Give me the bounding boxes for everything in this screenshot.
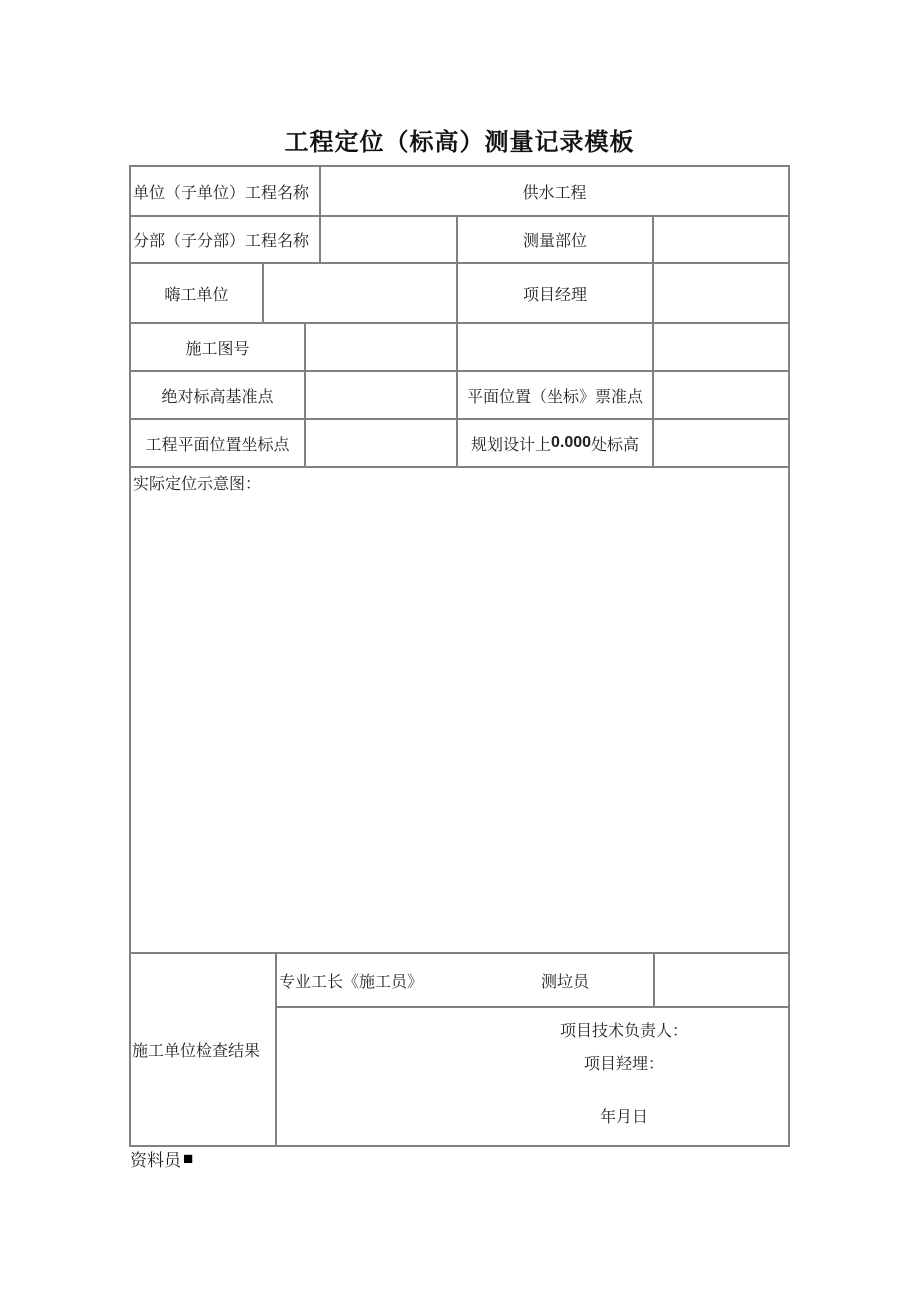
drawing-number-extra-cell[interactable] xyxy=(458,324,654,370)
design-elevation-value[interactable] xyxy=(654,420,788,466)
record-table xyxy=(129,165,790,1147)
drawing-number-extra-cell2[interactable] xyxy=(654,324,788,370)
document-title: 工程定位（标高）测量记录模板 xyxy=(284,129,635,156)
clerk-note xyxy=(130,1146,193,1171)
table-row xyxy=(131,420,788,468)
check-result-body xyxy=(277,954,788,1145)
project-manager-label: 项目经理 xyxy=(458,264,654,322)
plane-position-benchmark-label: 平面位置（坐标》票准点 xyxy=(458,372,654,418)
clerk-label: 资料员 xyxy=(130,1151,181,1170)
actual-positioning-diagram-label: 实际定位示意图： xyxy=(133,476,262,493)
plane-position-benchmark-value[interactable] xyxy=(654,372,788,418)
construction-unit-value[interactable] xyxy=(264,264,458,322)
foreman-cell xyxy=(277,954,655,1006)
project-manager-value[interactable] xyxy=(654,264,788,322)
unit-project-name-value[interactable]: 供水工程 xyxy=(522,184,587,202)
filled-square-marker: ■ xyxy=(183,1149,194,1168)
design-elevation-label xyxy=(458,420,654,466)
subdivision-project-name-value[interactable] xyxy=(321,217,458,262)
survey-part-value[interactable] xyxy=(654,217,788,262)
actual-positioning-diagram-area[interactable] xyxy=(131,468,788,952)
table-row xyxy=(131,468,788,954)
check-result-section xyxy=(131,954,788,1145)
design-elevation-prefix: 规划设计上 xyxy=(470,436,551,454)
table-row xyxy=(131,217,788,264)
project-plane-coordinate-value[interactable] xyxy=(306,420,458,466)
foreman-label: 专业工长《施工员》 xyxy=(279,973,424,991)
surveyor-signature-cell[interactable] xyxy=(655,954,788,1006)
project-plane-coordinate-label: 工程平面位置坐标点 xyxy=(131,420,306,466)
date-label: 年月日 xyxy=(599,1109,648,1126)
subdivision-project-name-label: 分部（子分部）工程名称 xyxy=(131,217,321,262)
drawing-number-label: 施工图号 xyxy=(131,324,306,370)
table-row xyxy=(131,167,788,217)
design-elevation-value-bold: 0.000 xyxy=(550,434,592,451)
signature-lines xyxy=(509,1018,739,1127)
construction-unit-label: 嗨工单位 xyxy=(131,264,264,322)
absolute-elevation-benchmark-label: 绝对标高基准点 xyxy=(131,372,306,418)
table-row xyxy=(131,372,788,420)
check-result-top-row xyxy=(277,954,788,1008)
project-manager-sign-label: 项目羟埋： xyxy=(583,1056,664,1073)
table-row xyxy=(131,324,788,372)
design-elevation-suffix: 处标高 xyxy=(591,436,640,454)
check-result-label: 施工单位检查结果 xyxy=(131,954,277,1145)
drawing-number-value[interactable] xyxy=(306,324,458,370)
surveyor-label: 测垃员 xyxy=(540,973,589,991)
unit-project-name-label: 单位（子单位）工程名称 xyxy=(131,167,321,215)
survey-part-label: 测量部位 xyxy=(458,217,654,262)
tech-lead-label: 项目技术负责人： xyxy=(559,1023,688,1040)
signature-block[interactable] xyxy=(277,1008,788,1145)
table-row xyxy=(131,264,788,324)
absolute-elevation-benchmark-value[interactable] xyxy=(306,372,458,418)
